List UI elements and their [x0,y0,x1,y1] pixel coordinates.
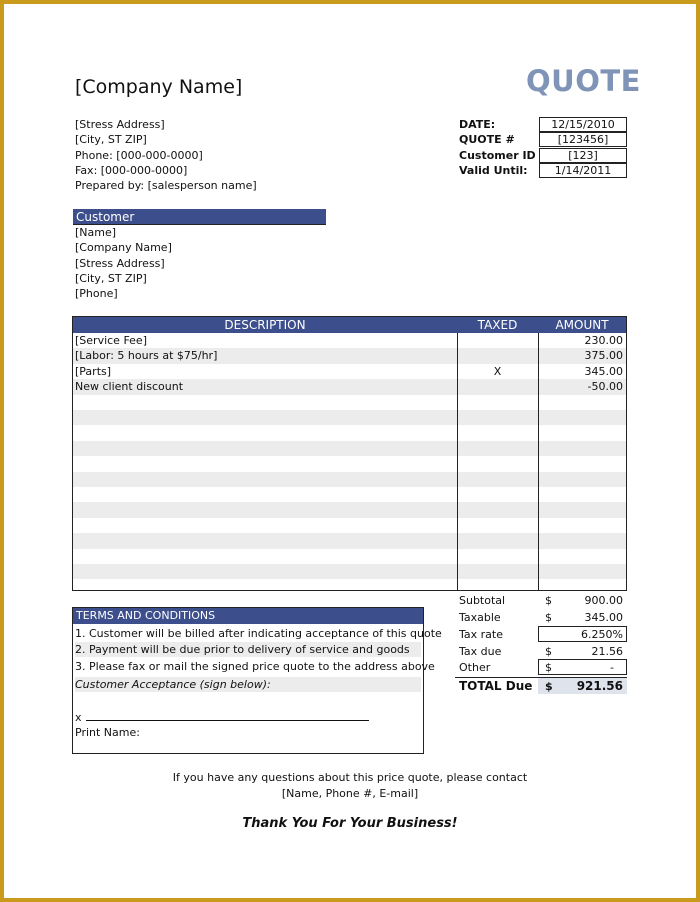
subtotal-value: 900.00 [584,594,623,607]
company-name: [Company Name] [75,76,243,98]
terms-heading: TERMS AND CONDITIONS [73,608,423,624]
customer-line: [Company Name] [75,241,172,254]
amount-header: AMOUNT [555,318,609,332]
print-name-label: Print Name: [75,726,140,739]
description-header: DESCRIPTION [224,318,306,332]
thank-you-message: Thank You For Your Business! [242,816,458,831]
customer-line: [Stress Address] [75,257,165,270]
table-row[interactable] [73,564,626,579]
item-amount: 345.00 [584,364,623,378]
valid-until-value[interactable]: 1/14/2011 [539,163,627,178]
customer-heading: Customer [73,209,326,225]
item-description: [Parts] [75,364,112,378]
customer-id-value[interactable]: [123] [539,148,627,163]
item-description: [Labor: 5 hours at $75/hr] [75,349,218,363]
table-row[interactable] [73,348,626,363]
address-line: Fax: [000-000-0000] [75,164,188,177]
term-line: 1. Customer will be billed after indicating acceptance of this quote [75,627,442,640]
item-amount: 375.00 [584,349,623,363]
tax-due-label: Tax due [459,645,502,658]
currency-sign: $ [545,594,552,607]
subtotal-label: Subtotal [459,594,506,607]
taxed-header: TAXED [477,318,518,332]
item-taxed: X [493,364,502,378]
item-description: [Service Fee] [75,334,147,347]
items-table-header [73,317,626,333]
other-label: Other [459,661,491,674]
table-row[interactable] [73,533,626,548]
table-row[interactable] [73,364,626,379]
customer-id-label: Customer ID [459,149,536,162]
contact-line: [Name, Phone #, E-mail] [281,787,419,800]
term-line: 3. Please fax or mail the signed price quote to the address above [75,660,435,673]
contact-line: If you have any questions about this price quote, please contact [172,771,528,784]
items-table [72,316,627,591]
column-divider [457,333,458,590]
quote-number-value[interactable]: [123456] [539,132,627,147]
table-row[interactable] [73,502,626,517]
customer-line: [Phone] [75,287,118,300]
terms-box [72,607,442,754]
taxable-label: Taxable [459,611,501,624]
item-amount: -50.00 [587,380,623,394]
tax-due-value: 21.56 [591,645,623,658]
address-line: [City, ST ZIP] [75,133,147,146]
table-row[interactable] [73,410,626,425]
tax-rate-value: 6.250% [581,628,623,641]
table-row[interactable] [73,549,626,564]
date-value[interactable]: 12/15/2010 [539,117,627,132]
signature-line[interactable] [86,720,369,721]
total-due-label: TOTAL Due [459,679,533,693]
item-amount: 230.00 [584,334,623,347]
acceptance-label: Customer Acceptance (sign below): [75,677,421,692]
column-divider [538,333,539,590]
customer-line: [City, ST ZIP] [75,272,147,285]
tax-rate-label: Tax rate [459,628,503,641]
table-row[interactable] [73,441,626,456]
currency-sign: $ [545,645,552,658]
table-row[interactable] [73,395,626,410]
signature-x: x [75,711,82,724]
table-row[interactable] [73,472,626,487]
table-row[interactable] [73,487,626,502]
quote-title: QUOTE [526,64,641,98]
date-label: DATE: [459,118,496,131]
address-line: [Stress Address] [75,118,165,131]
quote-number-label: QUOTE # [459,133,515,146]
address-line: Prepared by: [salesperson name] [75,179,257,192]
table-row[interactable] [73,333,626,348]
table-row[interactable] [73,518,626,533]
item-description: New client discount [75,380,184,394]
table-row[interactable] [73,425,626,440]
customer-line: [Name] [75,226,117,239]
table-row[interactable] [73,456,626,471]
table-row[interactable] [73,379,626,394]
taxable-value: 345.00 [584,611,623,624]
total-due-value: 921.56 [576,679,623,693]
valid-until-label: Valid Until: [459,164,528,177]
currency-sign: $ [545,680,553,693]
currency-sign: $ [545,661,552,674]
address-line: Phone: [000-000-0000] [75,149,203,162]
currency-sign: $ [545,611,552,624]
term-line: 2. Payment will be due prior to delivery of service and goods [75,642,421,657]
other-value: - [610,661,614,674]
